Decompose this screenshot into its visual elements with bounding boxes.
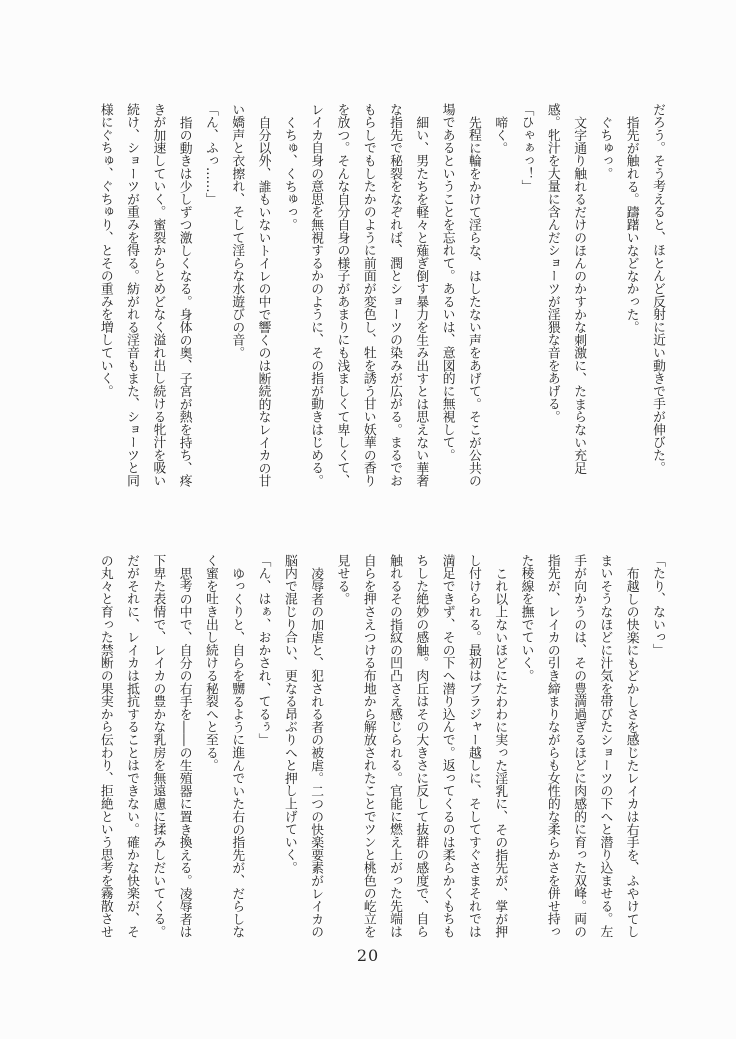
- text-line: 布越しの快楽にもどかしさを感じたレイカは右手を、ふやけてし: [623, 566, 639, 938]
- text-line: 場であるということを忘れて。あるいは、意図的に無視して。: [439, 103, 455, 462]
- text-line: 指先が、レイカの引き締まりながらも女性的な柔らかさを併せ持っ: [544, 554, 560, 938]
- text-line: まいそうなほどに汁気を帯びたショーツの下へと潜り込ませる。左: [597, 554, 613, 938]
- text-line: 自らを押さえつける布地から解放されたことでツンと桃色の屹立を: [360, 554, 376, 938]
- text-line: 見せる。: [334, 554, 350, 606]
- text-line: 細い、男たちを軽々と薙ぎ倒す暴力を生み出すとは思えない華奢: [413, 115, 429, 487]
- text-line: 「たり、ないっ」: [650, 554, 665, 657]
- text-line: の丸々と育った禁断の果実から伝わり、拒絶という思考を霧散させ: [97, 554, 113, 938]
- text-line: きが加速していく。蜜裂からとめどなく溢れ出し続ける牝汁を吸い: [150, 103, 166, 487]
- text-line: 自分以外、誰もいないトイレの中で響くのは断続的なレイカの甘: [255, 115, 271, 487]
- upper-text-block: [91, 103, 670, 487]
- text-line: 触れるその指紋の凹凸さえ感じられる。官能に燃え上がった先端は: [387, 554, 403, 938]
- text-line: 続け、ショーツが重みを得る。紡がれる淫音もまた、ショーツと同: [124, 103, 140, 487]
- text-line: もらしでもしたかのように前面が変色し、牡を誘う甘い妖華の香り: [360, 103, 376, 487]
- text-line: 「ひゃぁっ！」: [518, 103, 534, 193]
- page-number: 20: [356, 946, 380, 965]
- text-line: い嬌声と衣擦れ、そして淫らな水遊びの音。: [229, 103, 245, 359]
- text-line: 手が向かうのは、その豊満過ぎるほどに肉感的に育った双峰。両の: [571, 554, 587, 938]
- text-line: 「ん、はぁ、おかされ、てるぅ」: [255, 554, 271, 746]
- lower-text-block: [91, 554, 670, 938]
- text-line: 指先が触れる。躊躇いなどなかった。: [623, 115, 639, 334]
- text-line: これ以上ないほどにたわわに実った淫乳に、その指先が、掌が押: [492, 566, 508, 938]
- text-line: 文字通り触れるだけのほんのかすかな刺激に、たまらない充足: [571, 115, 587, 475]
- text-line: ゆっくりと、自らを嬲るように進んでいた右の指先が、だらしな: [229, 566, 245, 938]
- text-line: 下卑た表情で、レイカの豊かな乳房を無遠慮に揉みしだいてくる。: [150, 554, 166, 938]
- text-line: 満足できず、その下へ潜り込んで。返ってくるのは柔らかくもちも: [439, 554, 455, 938]
- text-line: くちゅ、くちゅっ。: [281, 115, 297, 231]
- text-line: 指の動きは少しずつ激しくなる。身体の奥、子宮が熱を持ち、疼: [176, 115, 192, 487]
- text-line: な指先で秘裂をなぞれば、潤とショーツの染みが広がる。まるでお: [387, 103, 403, 487]
- text-line: だろう。そう考えると、ほとんど反射に近い動きで手が伸びた。: [650, 103, 665, 475]
- text-line: 啼く。: [492, 115, 508, 155]
- text-line: し付けられる。最初はブラジャー越しに、そしてすぐさまそれでは: [465, 554, 481, 938]
- text-line: レイカ自身の意思を無視するかのように、その指が動きはじめる。: [308, 103, 324, 487]
- text-line: ちした絶妙の感触。肉丘はその大きさに反して抜群の感度で、自ら: [413, 554, 429, 938]
- text-line: 脳内で混じり合い、更なる昂ぶりへと押し上げていく。: [281, 554, 297, 874]
- text-line: 感。牝汁を大量に含んだショーツが淫猥な音をあげる。: [544, 103, 560, 423]
- text-line: 「ん、ふっ……」: [202, 103, 218, 206]
- text-line: 先程に輪をかけて淫らな、はしたない声をあげて。そこが公共の: [465, 115, 481, 487]
- text-line: た稜線を撫でていく。: [518, 554, 534, 682]
- text-line: だがそれに、レイカは抵抗することはできない。確かな快楽が、そ: [124, 554, 140, 938]
- text-line: を放つ。そんな自分自身の様子があまりにも浅ましくて卑しくて、: [334, 103, 350, 487]
- text-line: 凌辱者の加虐と、犯される者の被虐。二つの快楽要素がレイカの: [308, 566, 324, 938]
- text-line: 様にぐちゅ、ぐちゅり、とその重みを増していく。: [97, 103, 113, 398]
- text-line: 思考の中で、自分の右手を――の生殖器に置き換える。凌辱者は: [176, 566, 192, 938]
- text-line: く蜜を吐き出し続ける秘裂へと至る。: [202, 554, 218, 772]
- text-line: ぐちゅっ。: [597, 115, 613, 180]
